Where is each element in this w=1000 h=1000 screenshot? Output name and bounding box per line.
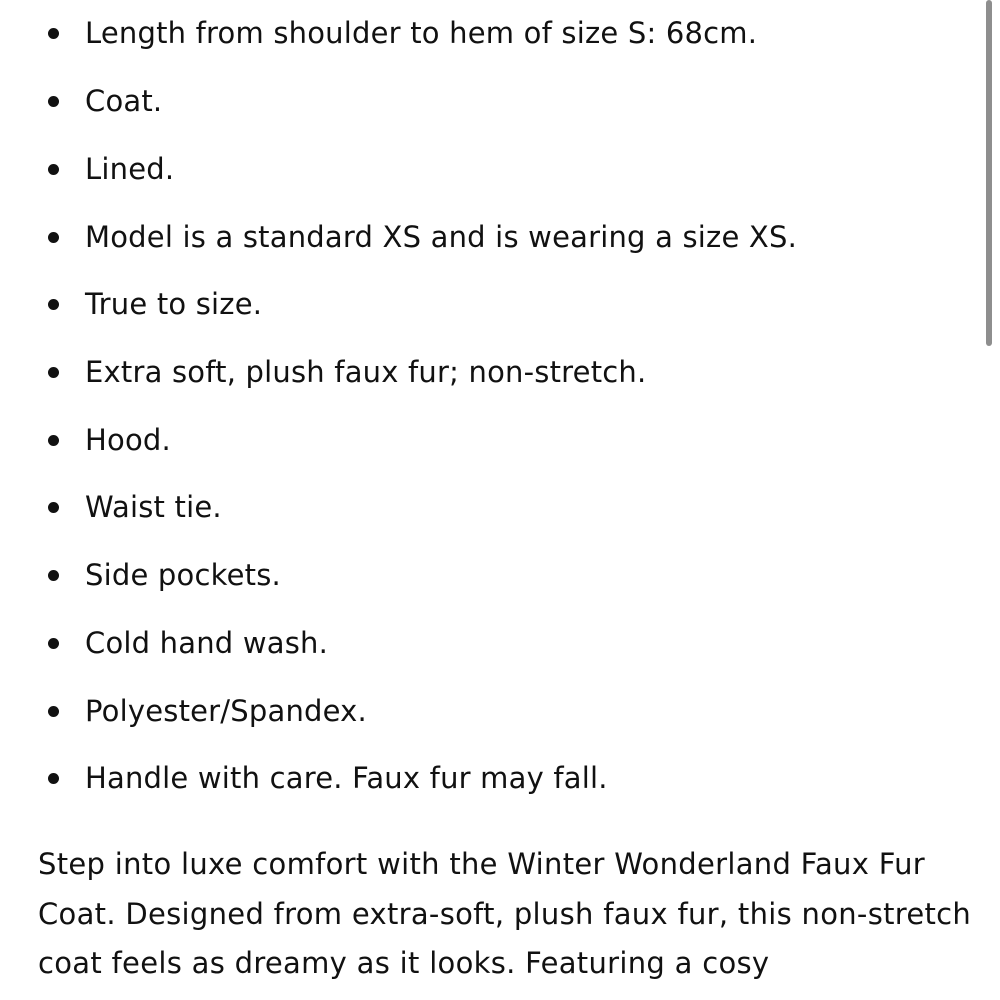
bullet-icon	[48, 232, 59, 243]
feature-text: Coat.	[85, 84, 163, 118]
list-item	[0, 415, 960, 465]
bullet-icon	[48, 164, 59, 175]
bullet-icon	[48, 96, 59, 107]
feature-text: Side pockets.	[85, 558, 281, 592]
list-item	[0, 550, 960, 600]
list-item	[0, 8, 960, 58]
list-item	[0, 482, 960, 532]
feature-text: Length from shoulder to hem of size S: 68cm.	[85, 16, 758, 50]
feature-text: Extra soft, plush faux fur; non-stretch.	[85, 355, 647, 389]
list-item	[0, 212, 960, 262]
bullet-icon	[48, 638, 59, 649]
bullet-icon	[48, 773, 59, 784]
bullet-icon	[48, 570, 59, 581]
feature-text: Cold hand wash.	[85, 626, 329, 660]
bullet-icon	[48, 28, 59, 39]
feature-text: Lined.	[85, 152, 175, 186]
list-item	[0, 144, 960, 194]
bullet-icon	[48, 502, 59, 513]
list-item	[0, 753, 960, 803]
feature-text: Hood.	[85, 423, 171, 457]
list-item	[0, 76, 960, 126]
feature-text: Waist tie.	[85, 490, 222, 524]
bullet-icon	[48, 299, 59, 310]
list-item	[0, 618, 960, 668]
list-item	[0, 686, 960, 736]
list-item	[0, 347, 960, 397]
bullet-icon	[48, 367, 59, 378]
product-description: Step into luxe comfort with the Winter Wonderland Faux Fur Coat. Designed from extra-soft, plush faux fur, this non-stretch coat feels as dreamy as it looks. Featuring a cosy	[38, 847, 972, 980]
feature-text: True to size.	[85, 287, 263, 321]
bullet-icon	[48, 435, 59, 446]
feature-text: Model is a standard XS and is wearing a size XS.	[85, 220, 798, 254]
feature-text: Polyester/Spandex.	[85, 694, 367, 728]
feature-text: Handle with care. Faux fur may fall.	[85, 761, 608, 795]
list-item	[0, 279, 960, 329]
scrollbar-thumb[interactable]	[986, 0, 992, 346]
bullet-icon	[48, 706, 59, 717]
